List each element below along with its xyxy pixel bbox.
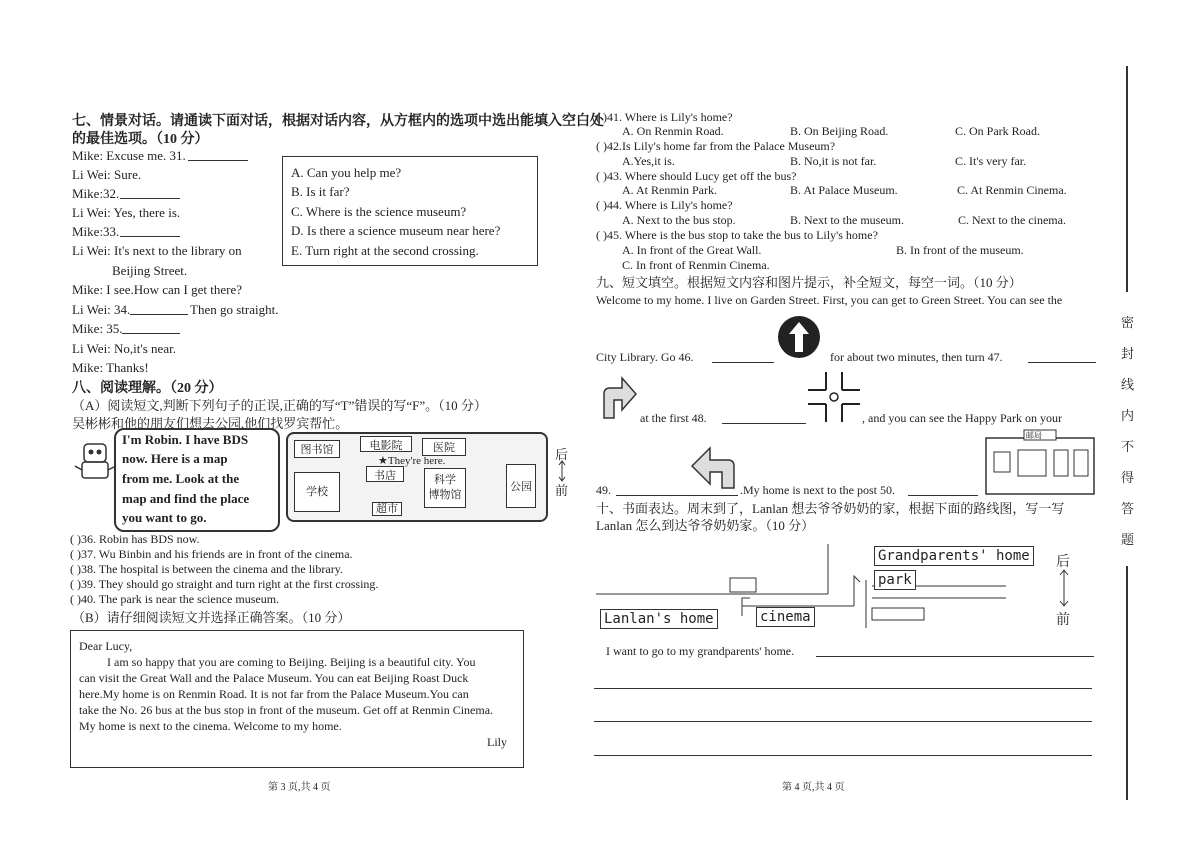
section10-title-cont: Lanlan 怎么到达爷爷奶奶家。（10 分） bbox=[596, 518, 815, 533]
letter-line: take the No. 26 bus at the bus stop in front of the museum. Get off at Renmin Cinema. bbox=[79, 703, 494, 717]
option-c: C. Where is the science museum? bbox=[291, 204, 467, 219]
map-front-label: 前 bbox=[555, 483, 569, 498]
passage-line-2b: for about two minutes, then turn 47. bbox=[830, 350, 1003, 364]
map-science-museum bbox=[424, 468, 466, 508]
letter-line: My home is next to the cinema. Welcome to my home. bbox=[79, 719, 342, 733]
mc-option: B. At Palace Museum. bbox=[790, 183, 898, 197]
answer-blank-32[interactable] bbox=[120, 198, 180, 199]
north-south-arrow-icon bbox=[557, 460, 567, 482]
dialogue-line: Mike: Excuse me. 31. bbox=[72, 148, 186, 163]
go-straight-arrow-icon bbox=[774, 314, 824, 360]
tf-question-38: ( )38. The hospital is between the cinema and the library. bbox=[70, 562, 343, 576]
passage-line-4a: 49. bbox=[596, 483, 611, 497]
letter-signature: Lily bbox=[487, 735, 507, 749]
dialogue-line: Li Wei: It's next to the library on bbox=[72, 243, 242, 258]
mc-option: C. On Park Road. bbox=[955, 124, 1040, 138]
dialogue-line: Li Wei: Sure. bbox=[72, 167, 142, 182]
option-e: E. Turn right at the second crossing. bbox=[291, 243, 479, 258]
mc-question-41: ( )41. Where is Lily's home? bbox=[596, 110, 733, 124]
robot-robin-icon bbox=[72, 440, 118, 484]
answer-blank-35[interactable] bbox=[122, 333, 180, 334]
writing-line[interactable] bbox=[594, 688, 1092, 689]
seal-char: 封 bbox=[1121, 346, 1135, 361]
street-map bbox=[286, 432, 548, 522]
binding-line-top bbox=[1126, 66, 1128, 292]
mc-question-42: ( )42.Is Lily's home far from the Palace Museum? bbox=[596, 139, 836, 153]
bubble-line: you want to go. bbox=[122, 510, 207, 525]
dialogue-line: Mike:33. bbox=[72, 224, 120, 239]
dialogue-line: Mike:32. bbox=[72, 186, 120, 201]
bubble-line: now. Here is a map bbox=[122, 451, 228, 466]
seal-char: 线 bbox=[1121, 377, 1135, 392]
mc-question-44: ( )44. Where is Lily's home? bbox=[596, 198, 733, 212]
post-office-sign: 邮局 bbox=[1026, 431, 1042, 440]
option-b: B. Is it far? bbox=[291, 184, 350, 199]
mc-option: C. Next to the cinema. bbox=[958, 213, 1066, 227]
seal-char: 题 bbox=[1121, 532, 1135, 547]
turn-right-arrow-icon bbox=[596, 372, 640, 422]
map-science-label: 科学 bbox=[434, 474, 456, 486]
answer-blank-49[interactable] bbox=[616, 495, 738, 496]
map-bookstore: 书店 bbox=[366, 466, 404, 482]
dialogue-line: Li Wei: No,it's near. bbox=[72, 341, 176, 356]
tf-question-39: ( )39. They should go straight and turn right at the first crossing. bbox=[70, 577, 379, 591]
seal-char: 得 bbox=[1121, 470, 1135, 485]
mc-option: A. In front of the Great Wall. bbox=[622, 243, 762, 257]
writing-line[interactable] bbox=[594, 721, 1092, 722]
section8a-instructions: （A）阅读短文,判断下列句子的正误,正确的写“T”错误的写“F”。（10 分） bbox=[72, 398, 487, 413]
mc-option: C. In front of Renmin Cinema. bbox=[622, 258, 770, 272]
answer-blank-34[interactable] bbox=[130, 314, 188, 315]
mc-option: A. On Renmin Road. bbox=[622, 124, 724, 138]
map-library: 图书馆 bbox=[294, 440, 340, 458]
page-footer-left: 第 3 页,共 4 页 bbox=[268, 782, 331, 793]
page-footer-right: 第 4 页,共 4 页 bbox=[782, 782, 845, 793]
map-park: 公园 bbox=[506, 464, 536, 508]
dialogue-then-go: Then go straight. bbox=[190, 302, 279, 317]
robin-speech-bubble bbox=[114, 428, 280, 532]
map-back-label: 后 bbox=[555, 447, 569, 462]
mc-question-45: ( )45. Where is the bus stop to take the bus to Lily's home? bbox=[596, 228, 878, 242]
route-direction-arrow-icon bbox=[1058, 569, 1070, 607]
binding-line-bottom bbox=[1126, 566, 1128, 800]
map-hospital: 医院 bbox=[422, 438, 466, 456]
route-park: park bbox=[874, 570, 916, 590]
route-back-label: 后 bbox=[1056, 555, 1070, 570]
writing-start: I want to go to my grandparents' home. bbox=[606, 644, 795, 658]
option-a: A. Can you help me? bbox=[291, 165, 402, 180]
map-school: 学校 bbox=[294, 472, 340, 512]
section8b-instructions: （B）请仔细阅读短文并选择正确答案。（10 分） bbox=[72, 610, 351, 625]
section7-title-cont: 的最佳选项。（10 分） bbox=[72, 132, 209, 147]
mc-option: A. Next to the bus stop. bbox=[622, 213, 736, 227]
options-box bbox=[282, 156, 538, 266]
route-grandparents-home: Grandparents' home bbox=[874, 546, 1034, 566]
passage-line-3a: at the first 48. bbox=[640, 411, 707, 425]
passage-line-4b: .My home is next to the post 50. bbox=[740, 483, 895, 497]
section8a-intro: 吴彬彬和他的朋友们想去公园,他们找罗宾帮忙。 bbox=[72, 416, 349, 431]
writing-line[interactable] bbox=[816, 656, 1094, 657]
dialogue-line: Mike: Thanks! bbox=[72, 360, 149, 375]
section8-title: 八、阅读理解。（20 分） bbox=[72, 381, 223, 396]
mc-option: B. Next to the museum. bbox=[790, 213, 904, 227]
letter-greeting: Dear Lucy, bbox=[79, 639, 133, 653]
letter-line: here.My home is on Renmin Road. It is not far from the Palace Museum.You can bbox=[79, 687, 469, 701]
mc-option: C. At Renmin Cinema. bbox=[957, 183, 1067, 197]
dialogue-line: Mike: 35. bbox=[72, 321, 123, 336]
mc-option: B. In front of the museum. bbox=[896, 243, 1024, 257]
bubble-line: map and find the place bbox=[122, 491, 250, 506]
mc-option: B. No,it is not far. bbox=[790, 154, 877, 168]
seal-char: 答 bbox=[1121, 501, 1135, 516]
writing-line[interactable] bbox=[594, 755, 1092, 756]
map-supermarket: 超市 bbox=[372, 502, 402, 516]
answer-blank-31[interactable] bbox=[188, 160, 248, 161]
mc-option: C. It's very far. bbox=[955, 154, 1027, 168]
mc-option: B. On Beijing Road. bbox=[790, 124, 889, 138]
map-cinema: 电影院 bbox=[360, 436, 412, 452]
route-lanlan-home: Lanlan's home bbox=[600, 609, 718, 629]
turn-left-arrow-icon bbox=[688, 440, 740, 490]
crossing-icon bbox=[808, 372, 860, 422]
mc-question-43: ( )43. Where should Lucy get off the bus? bbox=[596, 169, 797, 183]
seal-char: 密 bbox=[1121, 315, 1135, 330]
section9-title: 九、短文填空。根据短文内容和图片提示，补全短文，每空一词。（10 分） bbox=[596, 275, 1022, 290]
option-d: D. Is there a science museum near here? bbox=[291, 223, 501, 238]
answer-blank-47[interactable] bbox=[1028, 362, 1096, 363]
mc-option: A.Yes,it is. bbox=[622, 154, 675, 168]
answer-blank-46[interactable] bbox=[712, 362, 774, 363]
tf-question-36: ( )36. Robin has BDS now. bbox=[70, 532, 200, 546]
answer-blank-50[interactable] bbox=[908, 495, 978, 496]
map-here-marker: ★They're here. bbox=[378, 455, 446, 467]
bubble-line: I'm Robin. I have BDS bbox=[122, 432, 249, 447]
answer-blank-33[interactable] bbox=[120, 236, 180, 237]
dialogue-line: Mike: I see.How can I get there? bbox=[72, 282, 243, 297]
letter-box bbox=[70, 630, 524, 768]
letter-line: can visit the Great Wall and the Palace Museum. You can eat Beijing Roast Duck bbox=[79, 671, 469, 685]
seal-char: 不 bbox=[1121, 439, 1135, 454]
passage-line-1: Welcome to my home. I live on Garden Street. First, you can get to Green Street. You can see the bbox=[596, 293, 1063, 307]
dialogue-line: Beijing Street. bbox=[112, 263, 188, 278]
letter-line: I am so happy that you are coming to Beijing. Beijing is a beautiful city. You bbox=[107, 655, 476, 669]
section7-title: 七、情景对话。请通读下面对话，根据对话内容，从方框内的选项中选出能填入空白处 bbox=[72, 114, 604, 129]
answer-blank-48[interactable] bbox=[722, 423, 806, 424]
dialogue-line: Li Wei: 34. bbox=[72, 302, 131, 317]
passage-line-2a: City Library. Go 46. bbox=[596, 350, 694, 364]
section10-title: 十、书面表达。周末到了，Lanlan 想去爷爷奶奶的家，根据下面的路线图，写一写 bbox=[596, 501, 1065, 516]
bubble-line: from me. Look at the bbox=[122, 471, 240, 486]
tf-question-40: ( )40. The park is near the science museum. bbox=[70, 592, 280, 606]
tf-question-37: ( )37. Wu Binbin and his friends are in front of the cinema. bbox=[70, 547, 353, 561]
route-cinema: cinema bbox=[756, 607, 815, 627]
seal-char: 内 bbox=[1121, 408, 1135, 423]
mc-option: A. At Renmin Park. bbox=[622, 183, 717, 197]
map-museum-label: 博物馆 bbox=[428, 489, 462, 501]
passage-line-3b: , and you can see the Happy Park on your bbox=[862, 411, 1062, 425]
dialogue-line: Li Wei: Yes, there is. bbox=[72, 205, 181, 220]
route-front-label: 前 bbox=[1056, 613, 1070, 628]
